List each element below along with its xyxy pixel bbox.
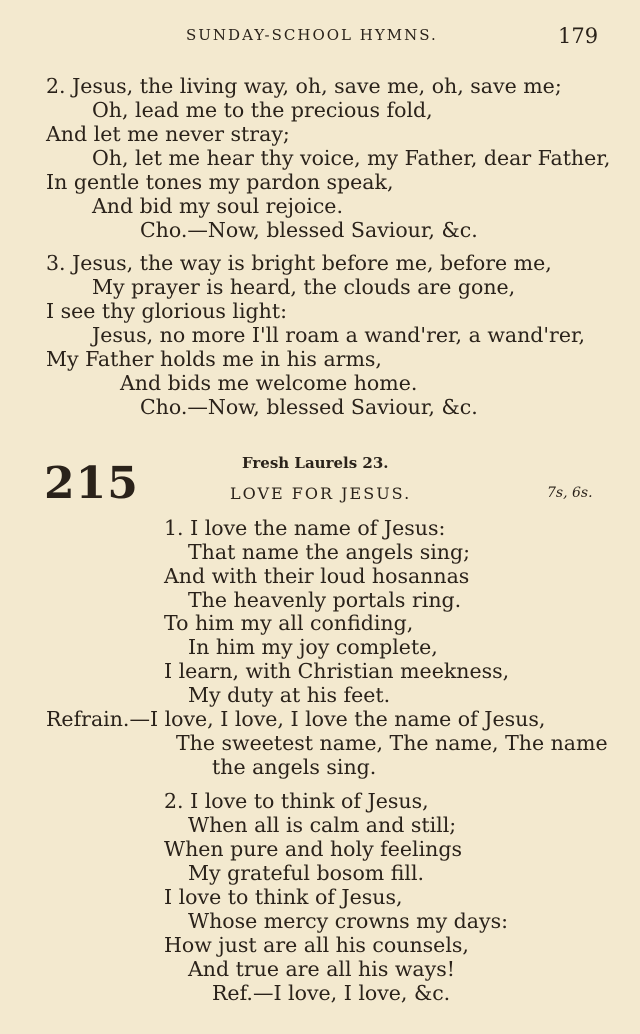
meter-marking: 7s, 6s.: [547, 485, 593, 501]
verse-line: 2. Jesus, the living way, oh, save me, oh, save me;: [46, 74, 562, 98]
verse-line: Oh, lead me to the precious fold,: [92, 98, 433, 122]
chorus-line: Cho.—Now, blessed Saviour, &c.: [140, 218, 478, 242]
verse-line: And bid my soul rejoice.: [92, 194, 343, 218]
verse-line: When pure and holy feelings: [164, 837, 462, 861]
verse-line: My grateful bosom fill.: [188, 861, 425, 885]
verse-line: I learn, with Christian meekness,: [164, 659, 510, 683]
running-head: SUNDAY-SCHOOL HYMNS.: [186, 26, 438, 44]
verse-line: And bids me welcome home.: [120, 371, 418, 395]
refrain-line: the angels sing.: [212, 755, 377, 779]
refrain-line: Refrain.—I love, I love, I love the name of Jesus,: [46, 707, 546, 731]
verse-line: How just are all his counsels,: [164, 933, 469, 957]
verse-line: 3. Jesus, the way is bright before me, before me,: [46, 251, 552, 275]
verse-line: Oh, let me hear thy voice, my Father, dear Father,: [92, 146, 611, 170]
verse-line: Whose mercy crowns my days:: [188, 909, 509, 933]
verse-line: And true are all his ways!: [188, 957, 455, 981]
refrain-line: The sweetest name, The name, The name: [176, 731, 608, 755]
verse-line: 2. I love to think of Jesus,: [164, 789, 429, 813]
page-number: 179: [558, 24, 599, 48]
verse-line: My prayer is heard, the clouds are gone,: [92, 275, 516, 299]
hymn-number: 215: [44, 458, 139, 509]
verse-line: 1. I love the name of Jesus:: [164, 516, 446, 540]
verse-line: In him my joy complete,: [188, 635, 438, 659]
verse-line: The heavenly portals ring.: [188, 588, 462, 612]
verse-line: I see thy glorious light:: [46, 299, 287, 323]
verse-line: I love to think of Jesus,: [164, 885, 403, 909]
tune-reference: Fresh Laurels 23.: [242, 454, 389, 472]
refrain-cue: Ref.—I love, I love, &c.: [212, 981, 451, 1005]
verse-line: To him my all confiding,: [164, 611, 414, 635]
verse-line: My Father holds me in his arms,: [46, 347, 382, 371]
verse-line: In gentle tones my pardon speak,: [46, 170, 394, 194]
hymn-title: LOVE FOR JESUS.: [230, 484, 412, 503]
verse-line: And let me never stray;: [46, 122, 290, 146]
verse-line: Jesus, no more I'll roam a wand'rer, a wand'rer,: [92, 323, 586, 347]
verse-line: My duty at his feet.: [188, 683, 391, 707]
chorus-line: Cho.—Now, blessed Saviour, &c.: [140, 395, 478, 419]
verse-line: And with their loud hosannas: [164, 564, 470, 588]
verse-line: When all is calm and still;: [188, 813, 457, 837]
verse-line: That name the angels sing;: [188, 540, 471, 564]
